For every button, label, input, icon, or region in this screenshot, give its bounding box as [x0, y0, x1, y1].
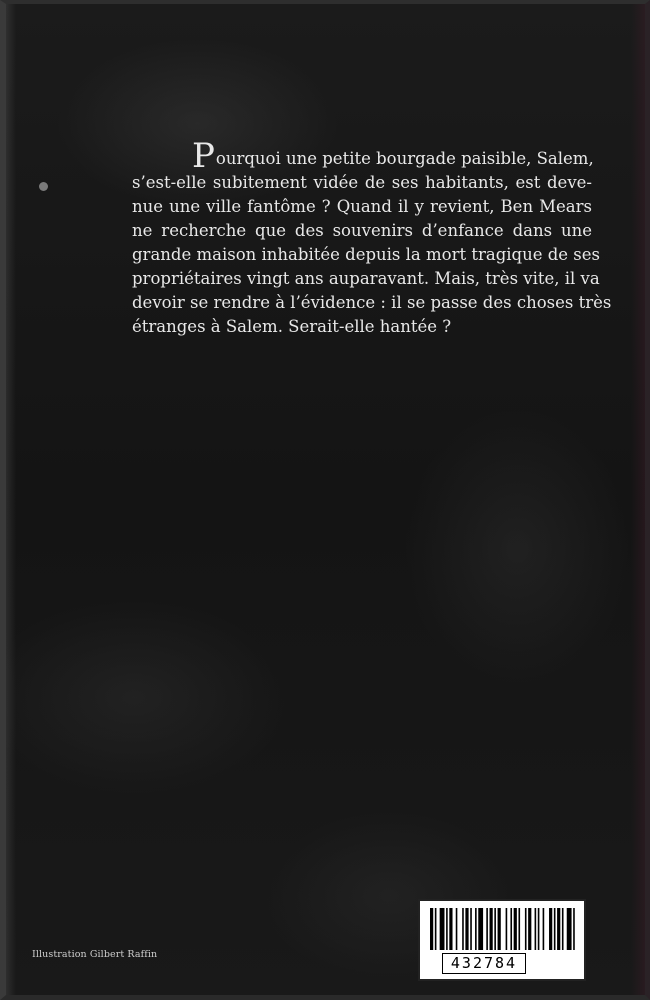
barcode-bar: [486, 908, 488, 950]
barcode-bar: [494, 908, 496, 950]
barcode-bar: [518, 908, 520, 950]
drop-cap: P: [192, 136, 215, 176]
barcode-label: [418, 899, 586, 981]
barcode-bar: [573, 908, 575, 950]
barcode-bar: [430, 908, 433, 950]
barcode-bar: [514, 908, 517, 950]
blurb-line: propriétaires vingt ans auparavant. Mais, très vite, il va: [132, 269, 600, 288]
barcode-bar: [462, 908, 464, 950]
decorative-dot: [39, 182, 48, 191]
barcode-bar: [506, 908, 508, 950]
barcode-bar: [435, 908, 437, 950]
blurb-line: étranges à Salem. Serait-elle hantée ?: [132, 317, 452, 336]
barcode-bar: [528, 908, 531, 950]
barcode-bar: [478, 908, 483, 950]
barcode: [430, 908, 578, 950]
cover-right-edge: [631, 4, 645, 995]
barcode-bar: [543, 908, 545, 950]
barcode-bar: [510, 908, 512, 950]
barcode-bar: [525, 908, 527, 950]
barcode-bar: [498, 908, 501, 950]
barcode-bar: [456, 908, 458, 950]
blurb-line: nue une ville fantôme ? Quand il y revient, Ben Mears: [132, 197, 592, 216]
barcode-bar: [465, 908, 468, 950]
barcode-bar: [475, 908, 477, 950]
barcode-bar: [446, 908, 448, 950]
barcode-bar: [440, 908, 445, 950]
barcode-bar: [562, 908, 564, 950]
blurb-line: Pourquoi une petite bourgade paisible, Salem,: [192, 136, 594, 176]
blurb-line: ne recherche que des souvenirs d’enfance dans une: [132, 221, 592, 240]
illustration-credit: Illustration Gilbert Raffin: [32, 949, 158, 960]
blurb-line: grande maison inhabitée depuis la mort tragique de ses: [132, 245, 601, 264]
blurb-text: [132, 136, 612, 339]
blurb-line: s’est-elle subitement vidée de ses habitants, est deve-: [132, 173, 592, 192]
blurb-line: devoir se rendre à l’évidence : il se passe des choses très: [132, 293, 612, 312]
barcode-bar: [470, 908, 472, 950]
cover-left-edge: [6, 4, 16, 995]
barcode-bar: [535, 908, 537, 950]
barcode-bar: [554, 908, 556, 950]
barcode-bar: [490, 908, 493, 950]
barcode-bar: [549, 908, 552, 950]
barcode-bar: [538, 908, 540, 950]
barcode-bar: [557, 908, 560, 950]
barcode-number: 432784: [442, 953, 526, 974]
barcode-bar: [567, 908, 572, 950]
barcode-bar: [449, 908, 452, 950]
